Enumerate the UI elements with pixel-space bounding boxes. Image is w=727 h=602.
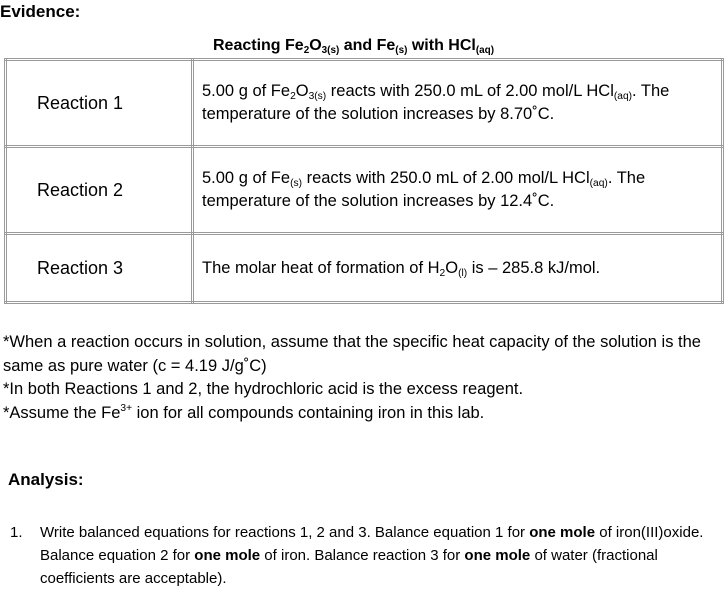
table-title-part: with HCl bbox=[407, 37, 476, 54]
table-row bbox=[6, 60, 723, 147]
reaction-2-label: Reaction 2 bbox=[6, 147, 193, 234]
question-text: Write balanced equations for reactions 1, 2 and 3. Balance equation 1 for one mole of iron(III)oxide. Balance equation 2 for one mole of iron. Balance reaction 3 for one mole of water (fractional coefficients are acceptable). bbox=[40, 524, 704, 587]
table-title bbox=[213, 37, 494, 55]
evidence-table bbox=[4, 58, 724, 304]
table-title-subscript: 3(s) bbox=[321, 45, 340, 56]
notes-block bbox=[3, 331, 718, 425]
table-title-part: O bbox=[309, 37, 322, 54]
note-specific-heat: *When a reaction occurs in solution, assume that the specific heat capacity of the solution is the same as pure water (c = 4.19 J/g˚C) bbox=[3, 333, 701, 375]
reaction-2-description: 5.00 g of $Fe_{(s)}$ reacts with 250.0 mL of 2.00 mol/L HCl$_{(aq)}$. The temperature of the solution increases by 12.4˚C. bbox=[193, 147, 723, 234]
table-title-part: and Fe bbox=[339, 37, 396, 54]
reaction-3-label: Reaction 3 bbox=[6, 234, 193, 303]
table-title-part: Reacting Fe bbox=[213, 37, 304, 54]
question-number: 1. bbox=[10, 524, 23, 541]
evidence-heading: Evidence: bbox=[0, 2, 81, 21]
table-row bbox=[6, 234, 723, 303]
reaction-1-label: Reaction 1 bbox=[6, 60, 193, 147]
reaction-3-description: The molar heat of formation of $H_2O_{(l)}$ is – 285.8 kJ/mol. bbox=[193, 234, 723, 303]
table-title-subscript: 2 bbox=[303, 45, 310, 56]
table-title-subscript: (s) bbox=[395, 45, 408, 56]
analysis-heading: Analysis: bbox=[8, 470, 84, 489]
table-row bbox=[6, 147, 723, 234]
note-excess-reagent: *In both Reactions 1 and 2, the hydrochloric acid is the excess reagent. bbox=[3, 380, 524, 398]
reaction-1-description: 5.00 g of $Fe_2O_{3(s)}$ reacts with 250.0 mL of 2.00 mol/L HCl$_{(aq)}$. The temperature of the solution increases by 8.70˚C. bbox=[193, 60, 723, 147]
question-1 bbox=[10, 521, 720, 590]
note-iron-ion: *Assume the $Fe^{3+}$ ion for all compounds containing iron in this lab. bbox=[3, 402, 485, 422]
table-title-subscript: (aq) bbox=[475, 45, 495, 56]
